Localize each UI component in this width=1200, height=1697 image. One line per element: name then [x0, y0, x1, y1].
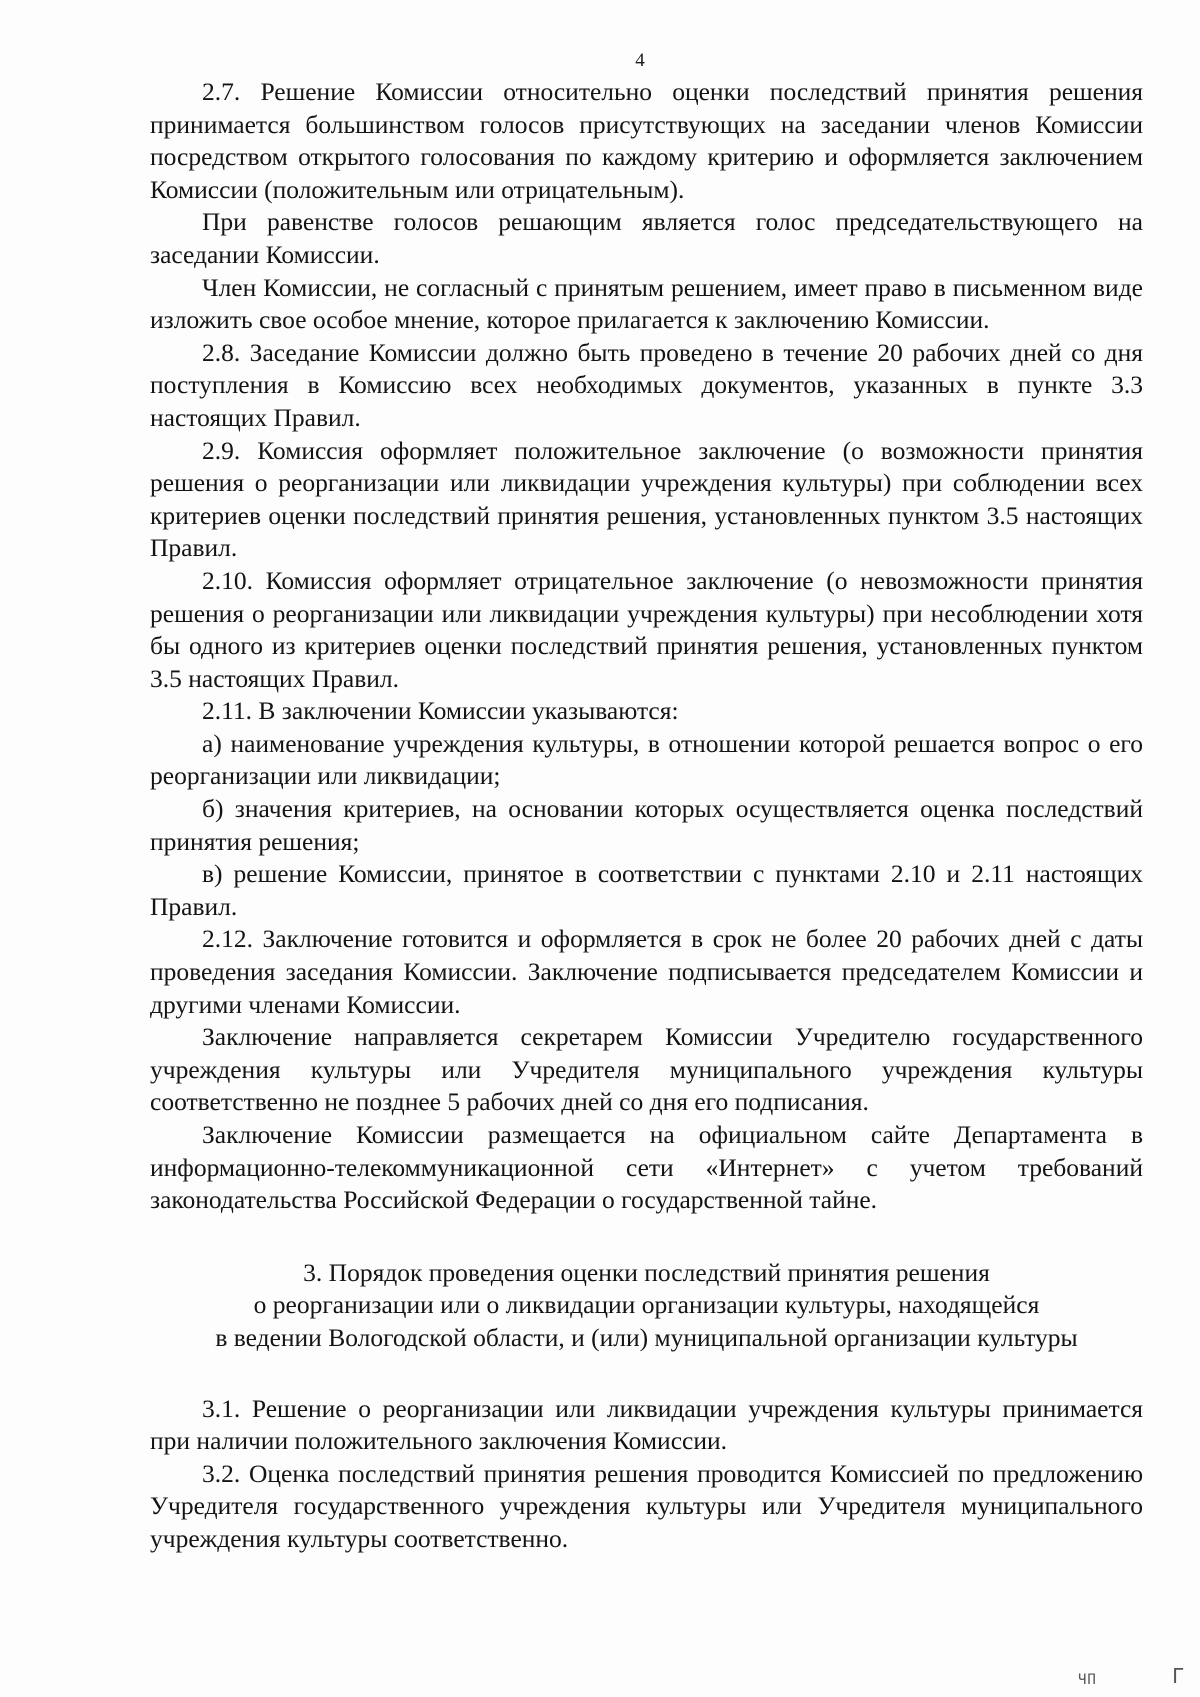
paragraph-2-12: 2.12. Заключение готовится и оформляется в срок не более 20 рабочих дней с даты проведения заседания Комиссии. Заключение подписывается председателем Комиссии и другими членами Комиссии. — [150, 924, 1143, 1019]
paragraph-dissent: Член Комиссии, не согласный с принятым решением, имеет право в письменном виде изложить свое особое мнение, которое прилагается к заключению Комиссии. — [150, 272, 1143, 335]
paragraph-3-1: 3.1. Решение о реорганизации или ликвидации учреждения культуры принимается при наличии положительного заключения Комиссии. — [150, 1393, 1143, 1456]
section-heading-line: 3. Порядок проведения оценки последствий принятия решения — [303, 1257, 990, 1287]
paragraph-2-7: 2.7. Решение Комиссии относительно оценки последствий принятия решения принимается большинством голосов присутствующих на заседании членов Комиссии посредством открытого голосования по каждому критерию и оформляется заключением Комиссии (положительным или отрицательным). — [150, 77, 1143, 204]
paragraph-2-10: 2.10. Комиссия оформляет отрицательное заключение (о невозможности принятия решения о реорганизации или ликвидации учреждения культуры) при несоблюдении хотя бы одного из критериев оценки последствий принятия решения, установленных пунктом 3.5 настоящих Правил. — [150, 565, 1143, 693]
scan-mark-corner: Г — [1172, 1664, 1185, 1688]
list-item-a: а) наименование учреждения культуры, в отношении которой решается вопрос о его реорганизации или ликвидации; — [150, 728, 1143, 791]
document-body — [150, 76, 1143, 1556]
paragraph-equal-votes: При равенстве голосов решающим является голос председательствующего на заседании Комиссии. — [150, 207, 1143, 269]
list-item-b: б) значения критериев, на основании которых осуществляется оценка последствий принятия решения; — [150, 794, 1143, 856]
paragraph-3-2: 3.2. Оценка последствий принятия решения проводится Комиссией по предложению Учредителя государственного учреждения культуры или Учредителя муниципального учреждения культуры соответственно. — [150, 1458, 1143, 1553]
list-item-v: в) решение Комиссии, принятое в соответствии с пунктами 2.10 и 2.11 настоящих Правил. — [150, 859, 1143, 921]
section-heading-line: о реорганизации или о ликвидации организации культуры, находящейся — [253, 1290, 1040, 1320]
page-number: 4 — [635, 50, 645, 71]
section-heading-line: в ведении Вологодской области, и (или) муниципальной организации культуры — [215, 1322, 1078, 1352]
section-3-heading — [150, 1257, 1143, 1355]
paragraph-conclusion-published: Заключение Комиссии размещается на официальном сайте Департамента в информационно-телекоммуникационной сети «Интернет» с учетом требований законодательства Российской Федерации о государственной тайне. — [150, 1120, 1143, 1215]
scan-mark-bottom: ЧП — [1078, 1672, 1097, 1688]
paragraph-conclusion-sent: Заключение направляется секретарем Комиссии Учредителю государственного учреждения культуры или Учредителя муниципального учреждения культуры соответственно не позднее 5 рабочих дней со дня его подписания. — [150, 1022, 1143, 1117]
paragraph-2-11: 2.11. В заключении Комиссии указываются: — [202, 696, 679, 726]
paragraph-2-9: 2.9. Комиссия оформляет положительное заключение (о возможности принятия решения о реорганизации или ликвидации учреждения культуры) при соблюдении всех критериев оценки последствий принятия решения, установленных пунктом 3.5 настоящих Правил. — [150, 435, 1143, 563]
paragraph-2-8: 2.8. Заседание Комиссии должно быть проведено в течение 20 рабочих дней со дня поступления в Комиссию всех необходимых документов, указанных в пункте 3.3 настоящих Правил. — [150, 337, 1143, 432]
